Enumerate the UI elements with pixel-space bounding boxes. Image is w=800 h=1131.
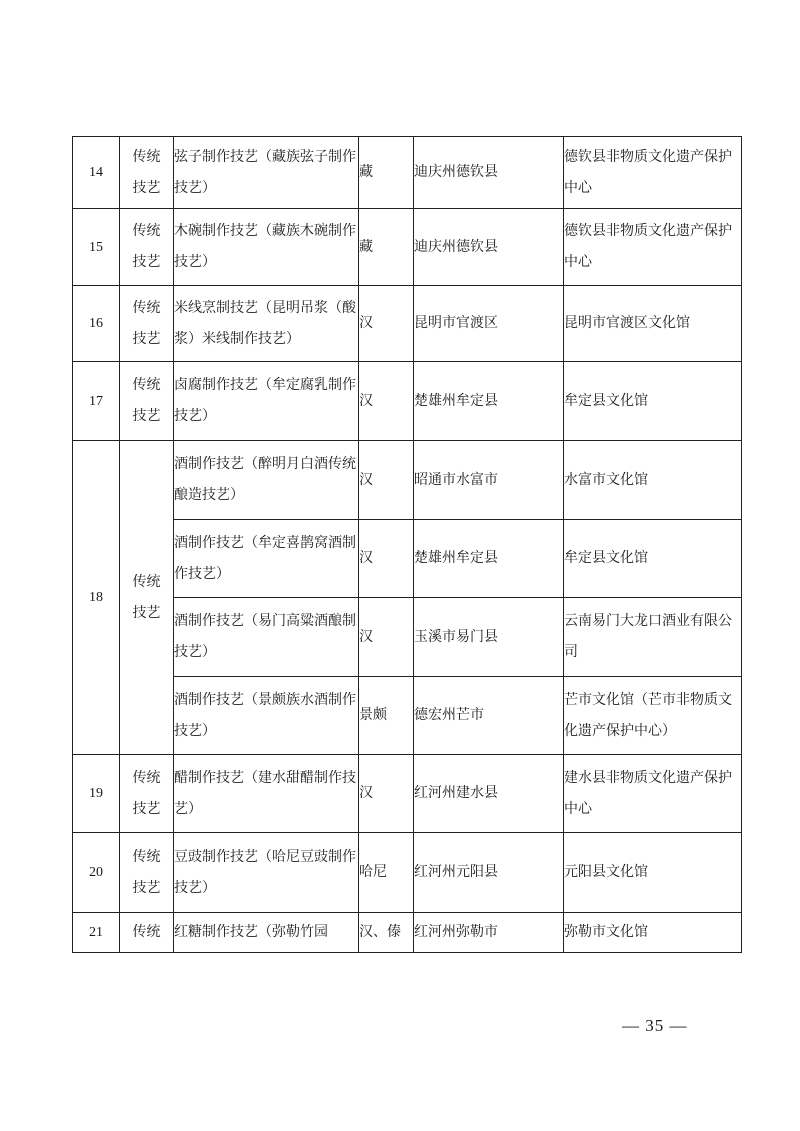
protection-unit: 牟定县文化馆 [564,520,742,598]
category-line: 技艺 [132,179,161,196]
category-line: 传统 [132,848,161,865]
ethnic-group: 藏 [359,209,414,286]
heritage-list-table [72,136,742,953]
category-cell [120,286,174,362]
table-row [73,833,742,913]
protection-unit: 弥勒市文化馆 [564,913,742,953]
protection-unit: 水富市文化馆 [564,441,742,520]
region: 迪庆州德钦县 [414,209,564,286]
table-row [73,137,742,209]
protection-unit: 元阳县文化馆 [564,833,742,913]
category-cell [120,755,174,833]
region: 玉溪市易门县 [414,598,564,677]
item-name: 酒制作技艺（牟定喜鹊窝酒制作技艺） [174,520,359,598]
item-name: 豆豉制作技艺（哈尼豆豉制作技艺） [174,833,359,913]
item-name: 弦子制作技艺（藏族弦子制作技艺） [174,137,359,209]
page-number: — 35 — [622,1016,688,1035]
protection-unit: 牟定县文化馆 [564,362,742,441]
category-line: 技艺 [132,879,161,896]
region: 红河州建水县 [414,755,564,833]
category-line: 技艺 [132,408,161,424]
item-name: 酒制作技艺（易门高粱酒酿制技艺） [174,598,359,677]
category-line: 传统 [132,924,161,940]
table-row [73,913,742,953]
category-line: 技艺 [132,800,161,817]
table-row [73,209,742,286]
ethnic-group: 汉 [359,441,414,520]
item-number: 20 [73,833,120,913]
category-cell [120,441,174,755]
ethnic-group: 景颇 [359,677,414,755]
item-number: 18 [73,441,120,755]
region: 楚雄州牟定县 [414,362,564,441]
category-cell [120,137,174,209]
category-line: 技艺 [132,604,161,621]
category-line: 传统 [132,573,161,590]
category-cell [120,209,174,286]
category-cell [120,833,174,913]
item-number: 15 [73,209,120,286]
category-line: 技艺 [132,330,161,347]
protection-unit: 德钦县非物质文化遗产保护中心 [564,137,742,209]
region: 昆明市官渡区 [414,286,564,362]
item-name: 醋制作技艺（建水甜醋制作技艺） [174,755,359,833]
region: 迪庆州德钦县 [414,137,564,209]
category-line: 技艺 [132,254,161,270]
category-line: 传统 [132,148,161,165]
table-row [73,598,742,677]
category-cell [120,913,174,953]
protection-unit: 芒市文化馆（芒市非物质文化遗产保护中心） [564,677,742,755]
region: 红河州元阳县 [414,833,564,913]
item-name: 木碗制作技艺（藏族木碗制作技艺） [174,209,359,286]
protection-unit: 建水县非物质文化遗产保护中心 [564,755,742,833]
item-name: 米线烹制技艺（昆明吊浆（酸浆）米线制作技艺） [174,286,359,362]
ethnic-group: 汉 [359,362,414,441]
category-line: 传统 [132,769,161,786]
protection-unit: 昆明市官渡区文化馆 [564,286,742,362]
item-number: 14 [73,137,120,209]
ethnic-group: 汉 [359,598,414,677]
category-line: 传统 [132,223,161,239]
item-number: 16 [73,286,120,362]
protection-unit: 德钦县非物质文化遗产保护中心 [564,209,742,286]
item-name: 酒制作技艺（醉明月白酒传统酿造技艺） [174,441,359,520]
table-row [73,520,742,598]
item-name: 红糖制作技艺（弥勒竹园 [174,913,359,953]
ethnic-group: 汉 [359,755,414,833]
ethnic-group: 汉 [359,520,414,598]
item-number: 21 [73,913,120,953]
ethnic-group: 藏 [359,137,414,209]
category-line: 传统 [132,299,161,316]
item-name: 卤腐制作技艺（牟定腐乳制作技艺） [174,362,359,441]
table-row [73,362,742,441]
category-line: 传统 [132,377,161,393]
item-name: 酒制作技艺（景颇族水酒制作技艺） [174,677,359,755]
item-number: 19 [73,755,120,833]
ethnic-group: 哈尼 [359,833,414,913]
ethnic-group: 汉、傣 [359,913,414,953]
ethnic-group: 汉 [359,286,414,362]
table-row [73,441,742,520]
region: 楚雄州牟定县 [414,520,564,598]
region: 昭通市水富市 [414,441,564,520]
protection-unit: 云南易门大龙口酒业有限公司 [564,598,742,677]
table-row [73,677,742,755]
table-row [73,286,742,362]
item-number: 17 [73,362,120,441]
table-row [73,755,742,833]
category-cell [120,362,174,441]
region: 红河州弥勒市 [414,913,564,953]
region: 德宏州芒市 [414,677,564,755]
